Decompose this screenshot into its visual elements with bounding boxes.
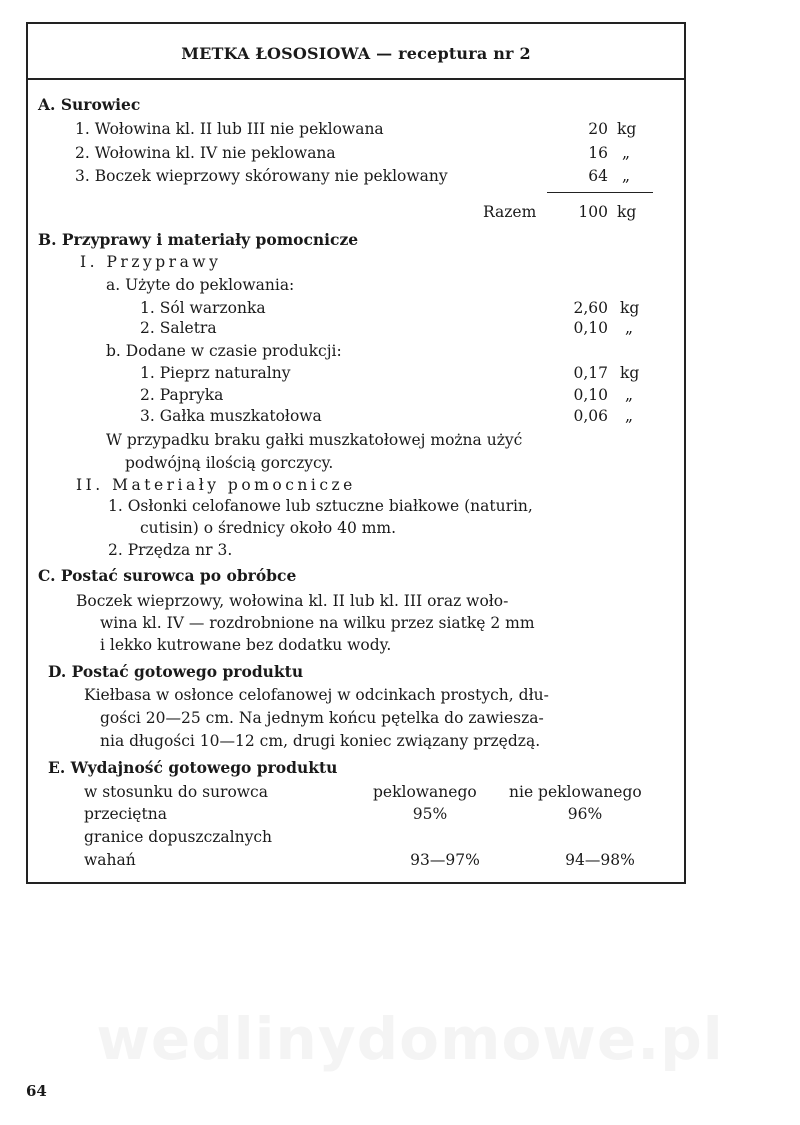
curing-item-unit: kg — [620, 299, 640, 317]
uncured-column-header: nie peklowanego — [509, 783, 642, 801]
curing-item-unit: „ — [625, 319, 634, 337]
section-c-text: wina kl. IV — rozdrobnione na wilku przez siatkę 2 mm — [100, 614, 535, 632]
average-cured-value: 95% — [412, 805, 448, 823]
total-label: Razem — [483, 203, 537, 221]
section-e-heading: E. Wydajność gotowego produktu — [48, 758, 338, 777]
production-item-unit: „ — [625, 386, 634, 404]
raw-item-label: 3. Boczek wieprzowy skórowany nie peklowany — [75, 167, 448, 185]
watermark: wedlinydomowe.pl — [96, 1005, 724, 1073]
materials-item-line: 1. Osłonki celofanowe lub sztuczne białkowe (naturin, — [108, 497, 533, 515]
tolerance-cured-value: 93—97% — [410, 851, 480, 869]
section-c-text: Boczek wieprzowy, wołowina kl. II lub kl. III oraz woło- — [76, 592, 509, 610]
raw-item-unit: „ — [622, 144, 631, 162]
total-unit: kg — [617, 203, 637, 221]
production-item-unit: „ — [625, 407, 634, 425]
curing-item-qty: 0,10 — [573, 319, 608, 337]
spices-subheading: I. Przyprawy — [80, 253, 222, 271]
total-qty: 100 — [578, 203, 608, 221]
average-uncured-value: 96% — [567, 805, 603, 823]
production-item-label: 1. Pieprz naturalny — [140, 364, 291, 382]
raw-item-qty: 64 — [588, 167, 608, 185]
raw-item-qty: 16 — [588, 144, 608, 162]
cured-column-header: peklowanego — [373, 783, 477, 801]
materials-subheading: II. Materiały pomocnicze — [76, 476, 356, 494]
average-label: przeciętna — [84, 805, 167, 823]
raw-item-label: 2. Wołowina kl. IV nie peklowana — [75, 144, 336, 162]
production-item-qty: 0,10 — [573, 386, 608, 404]
title-divider — [28, 78, 684, 80]
section-c-heading: C. Postać surowca po obróbce — [38, 566, 297, 585]
production-item-qty: 0,17 — [573, 364, 608, 382]
page-number: 64 — [26, 1082, 47, 1100]
curing-item-label: 1. Sól warzonka — [140, 299, 266, 317]
recipe-title: METKA ŁOSOSIOWA — receptura nr 2 — [181, 44, 531, 63]
substitution-note-line: podwójną ilością gorczycy. — [125, 454, 334, 472]
section-b-heading: B. Przyprawy i materiały pomocnicze — [38, 230, 359, 249]
raw-item-unit: „ — [622, 167, 631, 185]
curing-item-label: 2. Saletra — [140, 319, 217, 337]
production-item-label: 3. Gałka muszkatołowa — [140, 407, 322, 425]
section-a-heading: A. Surowiec — [38, 95, 141, 114]
section-d-heading: D. Postać gotowego produktu — [48, 662, 304, 681]
tolerance-label: wahań — [84, 851, 136, 869]
section-d-text: Kiełbasa w osłonce celofanowej w odcinkach prostych, dłu- — [84, 686, 549, 704]
curing-subheading: a. Użyte do peklowania: — [106, 276, 295, 294]
section-c-text: i lekko kutrowane bez dodatku wody. — [100, 636, 392, 654]
materials-item-line: 2. Przędza nr 3. — [108, 541, 233, 559]
tolerance-uncured-value: 94—98% — [565, 851, 635, 869]
raw-item-qty: 20 — [588, 120, 608, 138]
section-d-text: gości 20—25 cm. Na jednym końcu pętelka do zawiesza- — [100, 709, 544, 727]
curing-item-qty: 2,60 — [573, 299, 608, 317]
production-item-label: 2. Papryka — [140, 386, 224, 404]
sum-divider — [547, 192, 653, 193]
raw-item-unit: kg — [617, 120, 637, 138]
production-subheading: b. Dodane w czasie produkcji: — [106, 342, 342, 360]
production-item-unit: kg — [620, 364, 640, 382]
materials-item-line: cutisin) o średnicy około 40 mm. — [140, 519, 397, 537]
substitution-note-line: W przypadku braku gałki muszkatołowej można użyć — [106, 431, 523, 449]
yield-basis-label: w stosunku do surowca — [84, 783, 268, 801]
production-item-qty: 0,06 — [573, 407, 608, 425]
raw-item-label: 1. Wołowina kl. II lub III nie peklowana — [75, 120, 384, 138]
section-d-text: nia długości 10—12 cm, drugi koniec związany przędzą. — [100, 732, 541, 750]
tolerance-label: granice dopuszczalnych — [84, 828, 273, 846]
